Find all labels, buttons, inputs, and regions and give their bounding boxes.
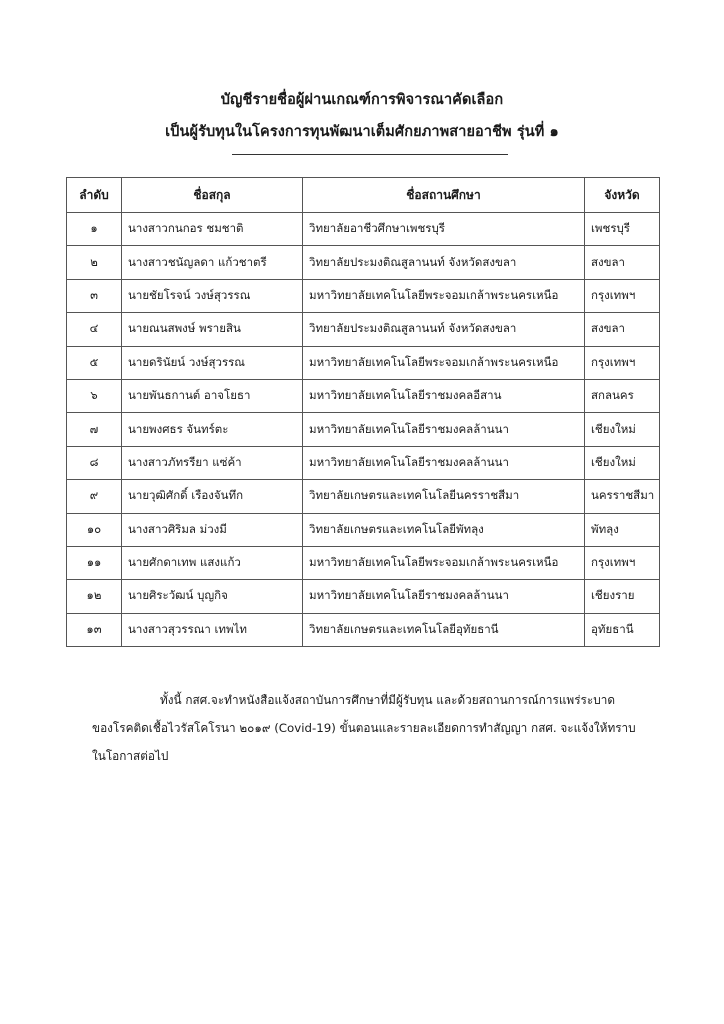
table-row xyxy=(67,613,660,646)
cell-order: ๙ xyxy=(67,480,122,513)
header-name: ชื่อสกุล xyxy=(122,178,303,213)
table-row xyxy=(67,413,660,446)
cell-name: นางสาวสุวรรณา เทพไท xyxy=(122,613,303,646)
cell-name: นางสาวภัทรรียา แซ่ค้า xyxy=(122,446,303,479)
cell-province: อุทัยธานี xyxy=(585,613,660,646)
table-row xyxy=(67,346,660,379)
cell-school: วิทยาลัยเกษตรและเทคโนโลยีอุทัยธานี xyxy=(303,613,585,646)
cell-order: ๑๐ xyxy=(67,513,122,546)
cell-province: เพชรบุรี xyxy=(585,213,660,246)
table-row xyxy=(67,213,660,246)
note-line3: ในโอกาสต่อไป xyxy=(92,749,169,763)
note-line1: ทั้งนี้ กสศ.จะทำหนังสือแจ้งสถาบันการศึกษาที่มีผู้รับทุน และด้วยสถานการณ์การแพร่ระบาด xyxy=(160,693,615,707)
cell-school: วิทยาลัยประมงติณสูลานนท์ จังหวัดสงขลา xyxy=(303,246,585,279)
cell-province: พัทลุง xyxy=(585,513,660,546)
cell-order: ๕ xyxy=(67,346,122,379)
cell-school: วิทยาลัยประมงติณสูลานนท์ จังหวัดสงขลา xyxy=(303,313,585,346)
cell-name: นายศิระวัฒน์ บุญกิจ xyxy=(122,580,303,613)
cell-school: มหาวิทยาลัยเทคโนโลยีราชมงคลอีสาน xyxy=(303,379,585,412)
cell-order: ๑ xyxy=(67,213,122,246)
cell-order: ๘ xyxy=(67,446,122,479)
cell-name: นายชัยโรจน์ วงษ์สุวรรณ xyxy=(122,279,303,312)
cell-school: มหาวิทยาลัยเทคโนโลยีพระจอมเกล้าพระนครเหนือ xyxy=(303,546,585,579)
cell-province: สงขลา xyxy=(585,246,660,279)
document-title-line1: บัญชีรายชื่อผู้ผ่านเกณฑ์การพิจารณาคัดเลือก xyxy=(220,92,504,108)
cell-province: เชียงราย xyxy=(585,580,660,613)
header-province: จังหวัด xyxy=(585,178,660,213)
cell-school: มหาวิทยาลัยเทคโนโลยีพระจอมเกล้าพระนครเหนือ xyxy=(303,346,585,379)
cell-name: นางสาวศิริมล ม่วงมี xyxy=(122,513,303,546)
table-header-row xyxy=(67,178,660,213)
note-line2: ของโรคติดเชื้อไวรัสโคโรนา ๒๐๑๙ (Covid-19) ขั้นตอนและรายละเอียดการทำสัญญา กสศ. จะแจ้งให้ทราบ xyxy=(92,721,636,735)
cell-order: ๒ xyxy=(67,246,122,279)
cell-order: ๓ xyxy=(67,279,122,312)
header-order: ลำดับ xyxy=(67,178,122,213)
cell-order: ๑๒ xyxy=(67,580,122,613)
cell-order: ๑๓ xyxy=(67,613,122,646)
cell-province: กรุงเทพฯ xyxy=(585,279,660,312)
cell-name: นางสาวชนัญลดา แก้วชาตรี xyxy=(122,246,303,279)
title-underline xyxy=(232,154,508,155)
table-row xyxy=(67,580,660,613)
cell-name: นายณนสพงษ์ พรายสิน xyxy=(122,313,303,346)
cell-school: มหาวิทยาลัยเทคโนโลยีราชมงคลล้านนา xyxy=(303,413,585,446)
cell-province: กรุงเทพฯ xyxy=(585,346,660,379)
cell-name: นายศักดาเทพ แสงแก้ว xyxy=(122,546,303,579)
cell-school: มหาวิทยาลัยเทคโนโลยีราชมงคลล้านนา xyxy=(303,446,585,479)
cell-school: วิทยาลัยอาชีวศึกษาเพชรบุรี xyxy=(303,213,585,246)
cell-name: นายพงศธร จันทร์ตะ xyxy=(122,413,303,446)
cell-province: นครราชสีมา xyxy=(585,480,660,513)
cell-province: สกลนคร xyxy=(585,379,660,412)
cell-order: ๗ xyxy=(67,413,122,446)
cell-order: ๑๑ xyxy=(67,546,122,579)
cell-order: ๔ xyxy=(67,313,122,346)
cell-province: สงขลา xyxy=(585,313,660,346)
cell-name: นายดรินัยน์ วงษ์สุวรรณ xyxy=(122,346,303,379)
cell-order: ๖ xyxy=(67,379,122,412)
note-paragraph xyxy=(92,686,672,770)
cell-school: มหาวิทยาลัยเทคโนโลยีราชมงคลล้านนา xyxy=(303,580,585,613)
cell-province: เชียงใหม่ xyxy=(585,446,660,479)
table-row xyxy=(67,313,660,346)
cell-name: นายวุฒิศักดิ์ เรืองจันทึก xyxy=(122,480,303,513)
cell-school: วิทยาลัยเกษตรและเทคโนโลยีพัทลุง xyxy=(303,513,585,546)
cell-school: มหาวิทยาลัยเทคโนโลยีพระจอมเกล้าพระนครเหนือ xyxy=(303,279,585,312)
table-row xyxy=(67,246,660,279)
table-row xyxy=(67,480,660,513)
table-row xyxy=(67,379,660,412)
table-row xyxy=(67,279,660,312)
table-row xyxy=(67,446,660,479)
cell-name: นางสาวกนกอร ชมชาติ xyxy=(122,213,303,246)
document-title-line2: เป็นผู้รับทุนในโครงการทุนพัฒนาเต็มศักยภาพสายอาชีพ รุ่นที่ ๑ xyxy=(165,124,559,140)
cell-school: วิทยาลัยเกษตรและเทคโนโลยีนครราชสีมา xyxy=(303,480,585,513)
table-row xyxy=(67,513,660,546)
header-school: ชื่อสถานศึกษา xyxy=(303,178,585,213)
table-row xyxy=(67,546,660,579)
cell-province: เชียงใหม่ xyxy=(585,413,660,446)
cell-province: กรุงเทพฯ xyxy=(585,546,660,579)
cell-name: นายพันธกานต์ อาจโยธา xyxy=(122,379,303,412)
recipient-table xyxy=(66,177,660,647)
